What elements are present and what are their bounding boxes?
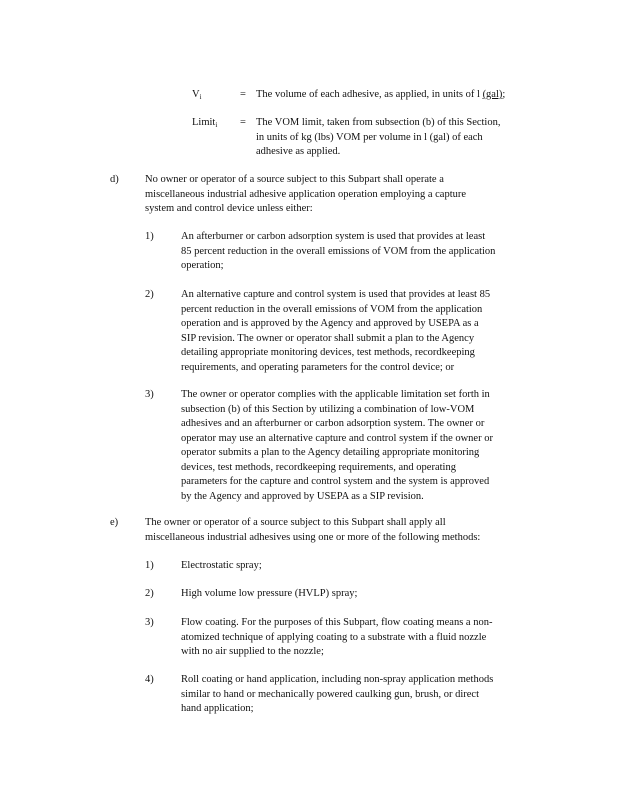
- paragraph-text-e: The owner or operator of a source subject to this Subpart shall apply all miscellaneous industrial adhesives using one or more of the following methods:: [145, 517, 481, 543]
- item-text-d1: An afterburner or carbon adsorption system is used that provides at least 85 percent reduction in the overall emissions of VOM from the application operation;: [181, 231, 496, 271]
- item-text-e4: Roll coating or hand application, including non-spray application methods similar to hand or mechanically powered caulking gun, brush, or direct hand application;: [181, 674, 494, 714]
- item-label-d3: 3): [145, 389, 154, 400]
- item-label-e2: 2): [145, 588, 154, 599]
- definition-term-v: $V_i$: [192, 89, 202, 101]
- item-label-d1: 1): [145, 231, 154, 242]
- definition-term-limit: Limit$_i$: [192, 117, 218, 129]
- paragraph-label-d: d): [110, 174, 119, 185]
- item-text-d2: An alternative capture and control system is used that provides at least 85 percent reduction in the overall emissions of VOM from the application operation and is approved by the Agency and approved by USEPA as a SIP revision. The owner or operator shall submit a plan to the Agency detailing appropriate monitoring devices, test methods, recordkeeping requirements, and operating parameters for the control device; or: [181, 289, 491, 373]
- item-text-d3: The owner or operator complies with the applicable limitation set forth in subsection (b) of this Section by utilizing a combination of low-VOM adhesives and an afterburner or carbon adsorption system. The owner or operator may use an alternative capture and control system if the owner or operator submits a plan to the Agency detailing appropriate monitoring devices, test methods, recordkeeping requirements, and operating parameters for the capture and control system and the system is approved by the Agency and approved by USEPA as a SIP revision.: [181, 389, 493, 502]
- definition-equals: =: [240, 89, 246, 100]
- paragraph-text-d: No owner or operator of a source subject to this Subpart shall operate a miscellaneous industrial adhesive application operation employing a capture system and control device unless either:: [145, 174, 467, 214]
- definition-equals: =: [240, 117, 246, 128]
- item-label-d2: 2): [145, 289, 154, 300]
- definition-text-limit: The VOM limit, taken from subsection (b) of this Section, in units of kg (lbs) VOM per volume in l (gal) of each adhesive as applied.: [256, 117, 501, 157]
- item-label-e3: 3): [145, 617, 154, 628]
- definition-text-v: The volume of each adhesive, as applied, in units of l (gal);: [256, 89, 506, 100]
- paragraph-label-e: e): [110, 517, 119, 528]
- item-label-e4: 4): [145, 674, 154, 685]
- item-text-e1: Electrostatic spray;: [181, 560, 262, 571]
- item-text-e3: Flow coating. For the purposes of this Subpart, flow coating means a non- atomized technique of applying coating to a substrate with a fluid nozzle with no air supplied to the nozzle;: [181, 617, 493, 657]
- item-label-e1: 1): [145, 560, 154, 571]
- item-text-e2: High volume low pressure (HVLP) spray;: [181, 588, 358, 599]
